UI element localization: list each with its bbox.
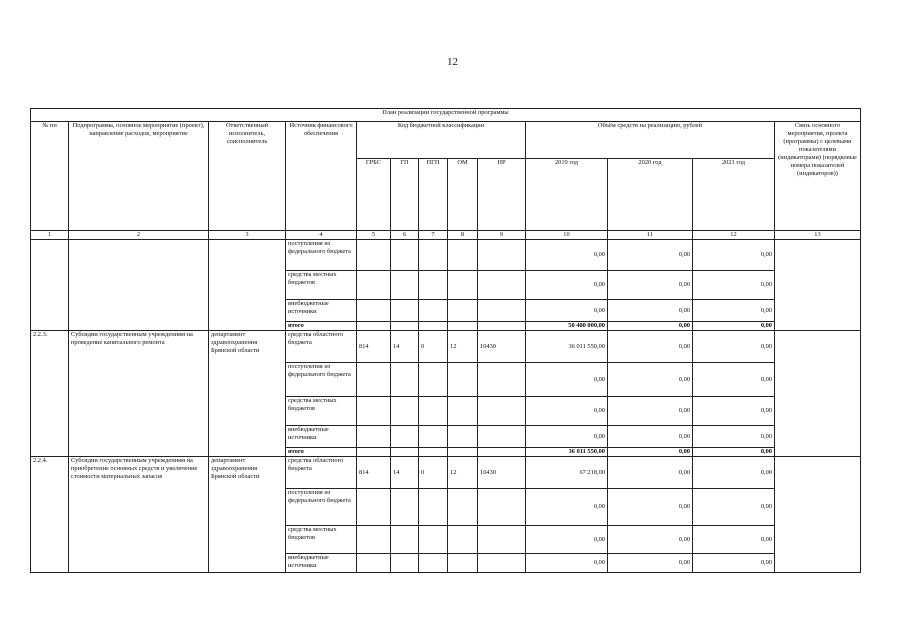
value-2021: 0,00 xyxy=(693,426,775,448)
col-number: 5 xyxy=(357,231,391,240)
col-number: 12 xyxy=(693,231,775,240)
source-cell: средства областного бюджета xyxy=(286,457,357,489)
value-2021: 0,00 xyxy=(693,331,775,363)
total-2019: 50 400 000,00 xyxy=(526,322,608,331)
table-row xyxy=(31,240,861,271)
table-row xyxy=(31,331,861,363)
value-2019: 0,00 xyxy=(526,397,608,426)
value-2021: 0,00 xyxy=(693,300,775,322)
source-cell: средства местных бюджетов xyxy=(286,526,357,554)
pgp-cell: 0 xyxy=(419,457,448,489)
value-2019: 0,00 xyxy=(526,240,608,271)
source-cell: внебюджетные источники xyxy=(286,300,357,322)
col-number: 10 xyxy=(526,231,608,240)
item-name: Субсидии государственным учреждениям на проведение капитального ремонта xyxy=(69,331,209,457)
col-number: 7 xyxy=(419,231,448,240)
gp-cell: 14 xyxy=(391,331,419,363)
col-number: 6 xyxy=(391,231,419,240)
header-funds: Объём средств на реализацию, рублей xyxy=(526,122,775,159)
col-number: 11 xyxy=(608,231,693,240)
value-2021: 0,00 xyxy=(693,397,775,426)
col-number: 9 xyxy=(478,231,526,240)
value-2019: 36 011 550,00 xyxy=(526,331,608,363)
col-number: 1 xyxy=(31,231,69,240)
value-2020: 0,00 xyxy=(608,331,693,363)
source-cell: средства областного бюджета xyxy=(286,331,357,363)
value-2020: 0,00 xyxy=(608,271,693,300)
page-number: 12 xyxy=(447,56,458,68)
om-cell: 12 xyxy=(448,331,478,363)
item-executor: департамент здравоохранения Брянской области xyxy=(209,457,286,573)
value-2020: 0,00 xyxy=(608,426,693,448)
grbs-cell: 814 xyxy=(357,457,391,489)
col-number: 8 xyxy=(448,231,478,240)
value-2021: 0,00 xyxy=(693,526,775,554)
value-2021: 0,00 xyxy=(693,271,775,300)
nr-cell: 10430 xyxy=(478,457,526,489)
total-2021: 0,00 xyxy=(693,322,775,331)
value-2020: 0,00 xyxy=(608,397,693,426)
header-2021: 2021 год xyxy=(693,159,775,231)
value-2020: 0,00 xyxy=(608,489,693,526)
value-2020: 0,00 xyxy=(608,457,693,489)
header-executor: Ответственный исполнитель, соисполнитель xyxy=(209,122,286,231)
total-2020: 0,00 xyxy=(608,322,693,331)
header-pgp: ПГП xyxy=(419,159,448,231)
value-2020: 0,00 xyxy=(608,300,693,322)
grbs-cell: 814 xyxy=(357,331,391,363)
header-grbs: ГРБС xyxy=(357,159,391,231)
gp-cell: 14 xyxy=(391,457,419,489)
header-num: № пп xyxy=(31,122,69,231)
value-2021: 0,00 xyxy=(693,457,775,489)
item-name: Субсидии государственным учреждениям на приобретение основных средств и увеличение стоимости материальных запасов xyxy=(69,457,209,573)
value-2021: 0,00 xyxy=(693,554,775,573)
item-number: 2.2.3. xyxy=(31,331,69,457)
header-budget-code: Код бюджетной классификации xyxy=(357,122,526,159)
item-number: 2.2.4. xyxy=(31,457,69,573)
value-2020: 0,00 xyxy=(608,554,693,573)
source-cell: итого xyxy=(286,448,357,457)
col-number: 4 xyxy=(286,231,357,240)
value-2019: 0,00 xyxy=(526,271,608,300)
table-row xyxy=(31,457,861,489)
total-2021: 0,00 xyxy=(693,448,775,457)
header-program: Подпрограмма, основное мероприятие (проект), направление расходов, мероприятие xyxy=(69,122,209,231)
value-2021: 0,00 xyxy=(693,240,775,271)
header-2020: 2020 год xyxy=(608,159,693,231)
value-2021: 0,00 xyxy=(693,489,775,526)
value-2021: 0,00 xyxy=(693,363,775,397)
col-number: 13 xyxy=(775,231,861,240)
source-cell: средства местных бюджетов xyxy=(286,271,357,300)
plan-table xyxy=(30,108,861,573)
source-cell: поступления из федерального бюджета xyxy=(286,489,357,526)
total-2019: 36 011 550,00 xyxy=(526,448,608,457)
header-gp: ГП xyxy=(391,159,419,231)
nr-cell: 10430 xyxy=(478,331,526,363)
source-cell: поступления из федерального бюджета xyxy=(286,240,357,271)
column-number-row xyxy=(31,231,861,240)
col-number: 2 xyxy=(69,231,209,240)
value-2019: 0,00 xyxy=(526,489,608,526)
header-source: Источник финансового обеспечения xyxy=(286,122,357,231)
source-cell: итого xyxy=(286,322,357,331)
value-2020: 0,00 xyxy=(608,363,693,397)
value-2019: 0,00 xyxy=(526,300,608,322)
value-2019: 0,00 xyxy=(526,363,608,397)
source-cell: внебюджетные источники xyxy=(286,554,357,573)
om-cell: 12 xyxy=(448,457,478,489)
value-2019: 0,00 xyxy=(526,426,608,448)
value-2019: 0,00 xyxy=(526,526,608,554)
col-number: 3 xyxy=(209,231,286,240)
header-link: Связь основного мероприятия, проекта (программы) с целевыми показателями (индикаторами) (порядковые номера показателей (индикаторов)) xyxy=(775,122,861,231)
header-2019: 2019 год xyxy=(526,159,608,231)
header-nr: НР xyxy=(478,159,526,231)
value-2020: 0,00 xyxy=(608,240,693,271)
item-executor: департамент здравоохранения Брянской области xyxy=(209,331,286,457)
value-2020: 0,00 xyxy=(608,526,693,554)
total-2020: 0,00 xyxy=(608,448,693,457)
source-cell: поступления из федерального бюджета xyxy=(286,363,357,397)
header-om: ОМ xyxy=(448,159,478,231)
source-cell: средства местных бюджетов xyxy=(286,397,357,426)
value-2019: 67 218,00 xyxy=(526,457,608,489)
pgp-cell: 0 xyxy=(419,331,448,363)
table-title: План реализации государственной программы xyxy=(31,109,861,122)
source-cell: внебюджетные источники xyxy=(286,426,357,448)
value-2019: 0,00 xyxy=(526,554,608,573)
